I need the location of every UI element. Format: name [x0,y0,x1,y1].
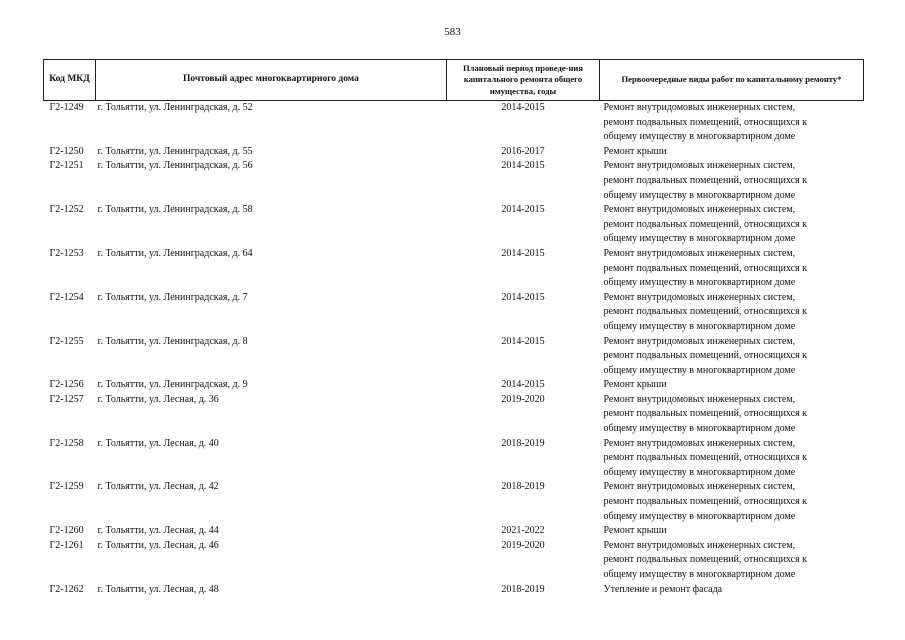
row-works-line: общему имуществу в многоквартирном доме [603,277,796,289]
row-works-line: общему имуществу в многоквартирном доме [603,423,796,435]
table-row [44,101,864,145]
row-works-line: общему имуществу в многоквартирном доме [603,233,796,245]
row-works-line: общему имуществу в многоквартирном доме [603,131,796,143]
row-works-line: общему имуществу в многоквартирном доме [603,569,796,580]
row-works [600,524,864,539]
row-works [600,145,864,160]
row-works-line: Ремонт внутридомовых инженерных систем, [603,437,796,449]
row-code: Г2-1255 [49,335,84,347]
row-address: г. Тольятти, ул. Лесная, д. 44 [97,525,219,537]
row-works-line: ремонт подвальных помещений, относящихся к [603,554,808,566]
row-works-line: общему имуществу в многоквартирном доме [603,364,796,376]
row-works-line: ремонт подвальных помещений, относящихся к [603,218,808,230]
row-address: г. Тольятти, ул. Ленинградская, д. 56 [97,160,253,172]
repair-plan-table [43,59,864,597]
row-address: г. Тольятти, ул. Ленинградская, д. 52 [97,102,253,113]
row-code: Г2-1252 [49,204,84,216]
row-code: Г2-1260 [49,525,84,537]
row-address: г. Тольятти, ул. Ленинградская, д. 64 [97,247,253,259]
header-works: Первоочередные виды работ по капитальному ремонту* [600,60,864,101]
row-works-line: ремонт подвальных помещений, относящихся к [603,408,808,420]
row-period: 2016-2017 [501,145,545,157]
row-works-line: Ремонт внутридомовых инженерных систем, [603,335,796,347]
row-period: 2019-2020 [501,393,545,405]
row-period: 2014-2015 [501,247,545,259]
row-works-line: Ремонт крыши [603,145,667,157]
row-address: г. Тольятти, ул. Ленинградская, д. 7 [97,291,248,303]
row-period: 2014-2015 [501,379,545,391]
table-row [44,437,864,481]
table-row [44,247,864,291]
row-works-line: общему имуществу в многоквартирном доме [603,466,796,478]
row-code: Г2-1262 [49,583,84,595]
row-works [600,203,864,247]
row-period: 2014-2015 [501,335,545,347]
row-works-line: ремонт подвальных помещений, относящихся к [603,496,808,508]
row-code: Г2-1258 [49,437,84,449]
row-code: Г2-1259 [49,481,84,493]
row-works [600,159,864,203]
table-row [44,145,864,160]
row-period: 2014-2015 [501,102,545,113]
row-works-line: ремонт подвальных помещений, относящихся к [603,174,808,186]
row-works [600,101,864,145]
row-period: 2014-2015 [501,160,545,172]
row-period: 2018-2019 [501,437,545,449]
row-address: г. Тольятти, ул. Лесная, д. 46 [97,539,219,551]
row-works-line: общему имуществу в многоквартирном доме [603,320,796,332]
row-works-line: ремонт подвальных помещений, относящихся к [603,306,808,318]
row-works [600,583,864,598]
header-code: Код МКД [44,60,96,101]
table-row [44,203,864,247]
row-period: 2014-2015 [501,204,545,216]
row-works [600,378,864,393]
row-code: Г2-1249 [49,102,84,113]
table-row [44,480,864,524]
row-works-line: Утепление и ремонт фасада [603,583,723,595]
row-code: Г2-1253 [49,247,84,259]
page-number: 583 [444,26,461,38]
row-works-line: ремонт подвальных помещений, относящихся к [603,116,808,128]
row-works-line: Ремонт внутридомовых инженерных систем, [603,481,796,493]
table-row [44,378,864,393]
table-row [44,583,864,598]
row-works [600,539,864,583]
row-code: Г2-1257 [49,393,84,405]
row-period: 2018-2019 [501,481,545,493]
row-works-line: Ремонт внутридомовых инженерных систем, [603,539,796,551]
row-address: г. Тольятти, ул. Лесная, д. 40 [97,437,219,449]
row-address: г. Тольятти, ул. Лесная, д. 48 [97,583,219,595]
row-address: г. Тольятти, ул. Ленинградская, д. 55 [97,145,253,157]
header-address: Почтовый адрес многоквартирного дома [96,60,447,101]
row-works-line: ремонт подвальных помещений, относящихся к [603,262,808,274]
row-works-line: Ремонт внутридомовых инженерных систем, [603,393,796,405]
row-works-line: Ремонт крыши [603,379,667,391]
table-row [44,539,864,583]
row-works-line: Ремонт внутридомовых инженерных систем, [603,204,796,216]
row-works [600,480,864,524]
table-row [44,291,864,335]
table-body [44,101,864,598]
table-row [44,159,864,203]
row-works-line: общему имуществу в многоквартирном доме [603,189,796,201]
table-row [44,393,864,437]
row-period: 2021-2022 [501,525,545,537]
row-address: г. Тольятти, ул. Ленинградская, д. 8 [97,335,248,347]
row-works [600,393,864,437]
row-works-line: ремонт подвальных помещений, относящихся к [603,350,808,362]
row-works-line: Ремонт внутридомовых инженерных систем, [603,247,796,259]
row-works-line: ремонт подвальных помещений, относящихся к [603,452,808,464]
table-row [44,335,864,379]
table-row [44,524,864,539]
row-code: Г2-1250 [49,145,84,157]
row-works-line: Ремонт крыши [603,525,667,537]
row-works [600,247,864,291]
row-code: Г2-1251 [49,160,84,172]
row-address: г. Тольятти, ул. Ленинградская, д. 58 [97,204,253,216]
row-period: 2014-2015 [501,291,545,303]
row-period: 2019-2020 [501,539,545,551]
row-address: г. Тольятти, ул. Лесная, д. 42 [97,481,219,493]
row-works-line: Ремонт внутридомовых инженерных систем, [603,160,796,172]
row-works [600,291,864,335]
table-header-row [44,60,864,101]
header-period: Плановый период проведе-ния капитального ремонта общего имущества, годы [447,60,600,101]
row-address: г. Тольятти, ул. Ленинградская, д. 9 [97,379,248,391]
row-works-line: Ремонт внутридомовых инженерных систем, [603,291,796,303]
row-code: Г2-1254 [49,291,84,303]
row-code: Г2-1261 [49,539,84,551]
row-address: г. Тольятти, ул. Лесная, д. 36 [97,393,219,405]
row-period: 2018-2019 [501,583,545,595]
row-works [600,437,864,481]
row-works-line: общему имуществу в многоквартирном доме [603,510,796,522]
row-works-line: Ремонт внутридомовых инженерных систем, [603,102,796,113]
row-works [600,335,864,379]
row-code: Г2-1256 [49,379,84,391]
